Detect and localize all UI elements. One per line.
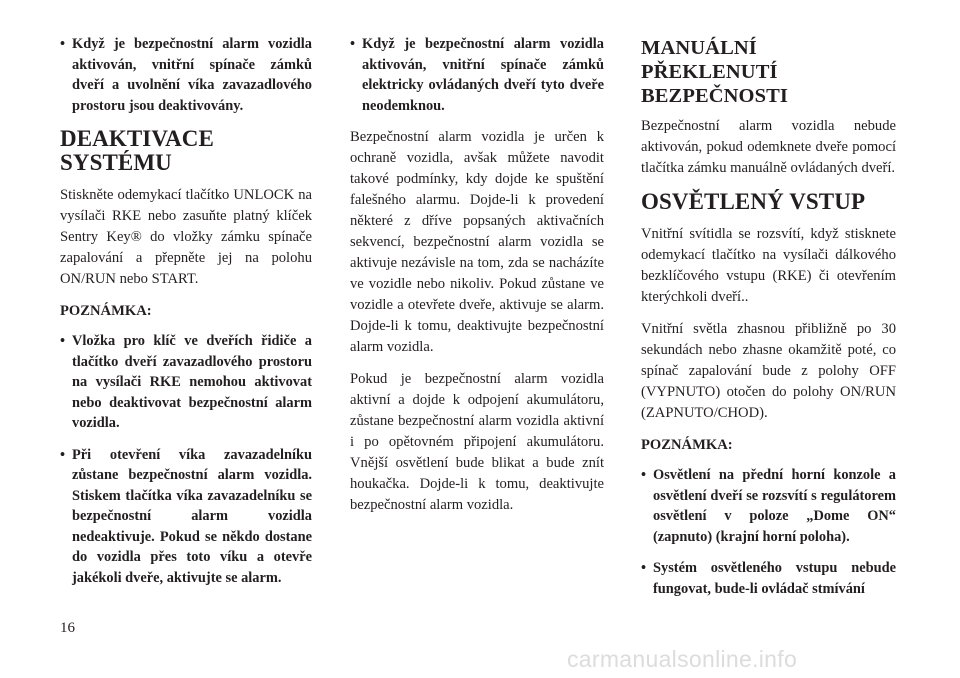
section-heading-deactivation: DEAKTIVACE SYSTÉMU	[60, 126, 214, 175]
bullet-list	[350, 34, 604, 116]
column-middle	[350, 34, 604, 527]
bullet-list	[60, 34, 312, 116]
column-right	[641, 34, 896, 610]
paragraph: Stiskněte odemykací tlačítko UNLOCK na vysílači RKE nebo zasuňte platný klíček Sentry Key® do vložky zámku spínače zapalování a přepněte jej na polohu ON/RUN nebo START.	[60, 187, 312, 287]
section-heading-illuminated-entry: OSVĚTLENÝ VSTUP	[641, 189, 866, 214]
list-item: • Vložka pro klíč ve dveřích řidiče a tlačítko dveří zavazadlového prostoru na vysílači RKE nemohou aktivovat nebo deaktivovat bezpečnostní alarm vozidla.	[60, 333, 312, 431]
paragraph: Vnitřní svítidla se rozsvítí, když stisknete odemykací tlačítko na vysílači dálkového bezklíčového vstupu (RKE) či otevřením kterýchkoli dveří..	[641, 226, 896, 305]
list-item: • Když je bezpečnostní alarm vozidla aktivován, vnitřní spínače zámků elektricky ovládaných dveří tyto dveře neodemknou.	[350, 36, 604, 114]
watermark: carmanualsonline.info	[567, 646, 798, 672]
note-bullet-list	[60, 331, 312, 588]
column-left	[60, 34, 312, 599]
paragraph: Pokud je bezpečnostní alarm vozidla aktivní a dojde k odpojení akumulátoru, zůstane bezpečnostní alarm vozidla aktivní i po opětovném připojení akumulátoru. Vnější osvětlení bude blikat a bude znít houkačka. Dojde-li k tomu, deaktivujte bezpečnostní alarm vozidla.	[350, 371, 604, 513]
list-item: • Při otevření víka zavazadelníku zůstane bezpečnostní alarm vozidla. Stiskem tlačítka víka zavazadelníku se bezpečnostní alarm vozidla nedeaktivuje. Pokud se někdo dostane do vozidla přes toto víku a otevře jakékoli dveře, aktivujte se alarm.	[60, 446, 312, 586]
paragraph: Bezpečnostní alarm vozidla je určen k ochraně vozidla, avšak můžete navodit takové podmínky, kdy dojde ke spuštění falešného alarmu. Dojde-li k provedení některé z dříve popsaných aktivačních sekvencí, bezpečnostní alarm vozidla se aktivuje nezávisle na tom, zda se nacházíte ve vozidle nebo nikoliv. Pokud zůstane ve vozidle a otevřete dveře, aktivuje se alarm. Dojde-li k tomu, deaktivujte bezpečnostní alarm vozidla.	[350, 129, 604, 355]
paragraph: Bezpečnostní alarm vozidla nebude aktivován, pokud odemknete dveře pomocí tlačítka zámku manuálně ovládaných dveří.	[641, 118, 896, 176]
list-item: • Když je bezpečnostní alarm vozidla aktivován, vnitřní spínače zámků dveří a uvolnění víka zavazadlového prostoru jsou deaktivovány.	[60, 36, 312, 114]
paragraph: Vnitřní světla zhasnou přibližně po 30 sekundách nebo zhasne okamžitě poté, co spínač zapalování bude z polohy OFF (VYPNUTO) otočen do polohy ON/RUN (ZAPNUTO/CHOD).	[641, 321, 896, 421]
list-item: • Osvětlení na přední horní konzole a osvětlení dveří se rozsvítí s regulátorem osvětlení v poloze „Dome ON“ (zapnuto) (krajní horní poloha).	[641, 467, 896, 545]
list-item: • Systém osvětleného vstupu nebude fungovat, bude-li ovládač stmívání	[641, 560, 896, 597]
note-label: POZNÁMKA:	[641, 437, 733, 453]
note-bullet-list	[641, 465, 896, 599]
page-number: 16	[60, 620, 75, 636]
section-heading-manual-override: MANUÁLNÍ PŘEKLENUTÍ BEZPEČNOSTI	[641, 37, 788, 107]
note-label: POZNÁMKA:	[60, 303, 152, 319]
